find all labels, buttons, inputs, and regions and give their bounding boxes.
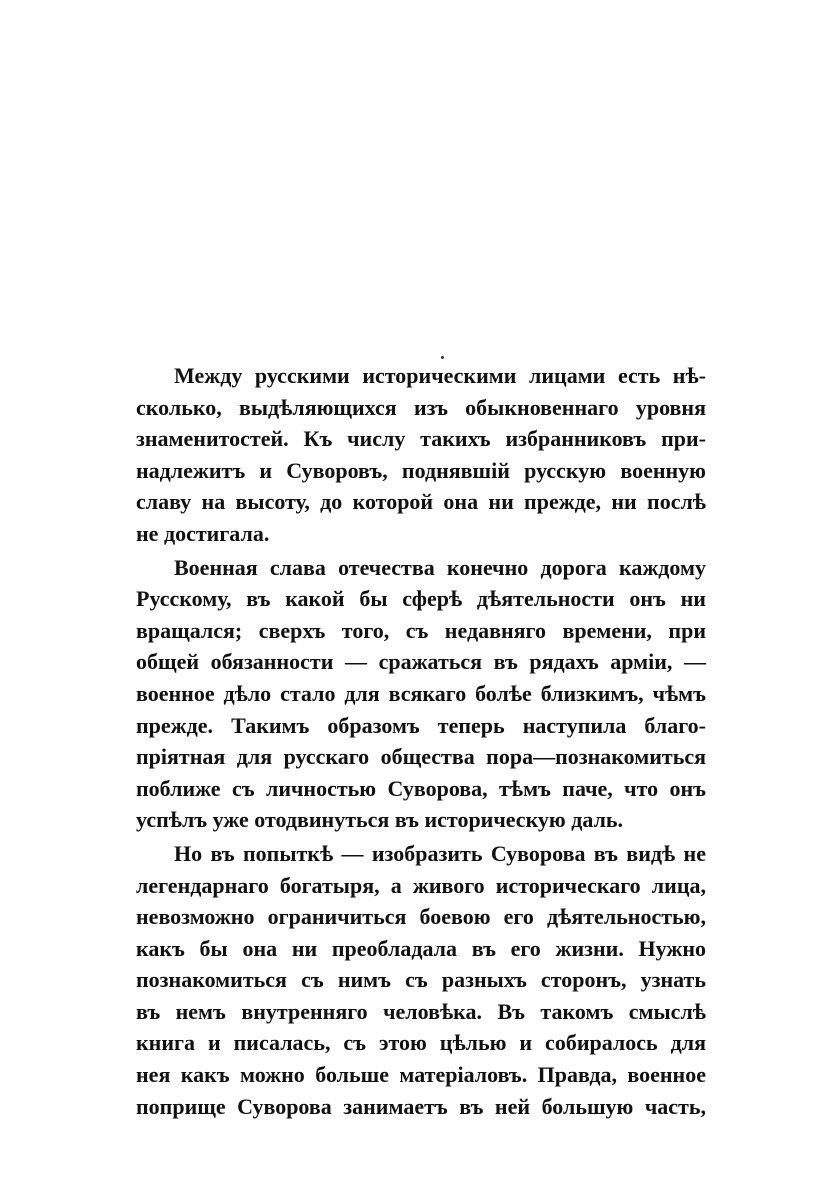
paragraph [136,552,706,836]
text-line: легендарнаго богатыря, а живого историческаго лица, [136,872,706,898]
text-line: познакомиться съ нимъ съ разныхъ сторонъ, узнать [136,967,706,993]
text-line: въ немъ внутренняго человѣка. Въ такомъ смыслѣ [136,998,706,1024]
paragraph [136,360,706,550]
text-line: поприще Суворова занимаетъ въ ней большую часть, [136,1093,706,1119]
text-line: надлежитъ и Суворовъ, поднявшій русскую военную [136,457,706,483]
text-line: общей обязанности — сражаться въ рядахъ арміи, — [136,649,706,675]
text-line: Русскому, въ какой бы сферѣ дѣятельности онъ ни [136,586,706,612]
text-line: пріятная для русскаго общества пора—познакомиться [136,744,706,770]
text-line: знаменитостей. Къ числу такихъ избранниковъ при- [136,426,706,452]
text-line: военное дѣло стало для всякаго болѣе близкимъ, чѣмъ [136,680,706,706]
text-line: поближе съ личностью Суворова, тѣмъ паче, что онъ [136,775,706,801]
text-line: не достигала. [136,520,270,546]
paragraph [136,838,706,1122]
text-line: сколько, выдѣляющихся изъ обыкновеннаго уровня [136,394,706,420]
text-line: невозможно ограничиться боевою его дѣятельностью, [136,904,706,930]
text-line: славу на высоту, до которой она ни прежде, ни послѣ [136,489,706,515]
text-line: прежде. Такимъ образомъ теперь наступила благо- [136,712,706,738]
text-line: Военная слава отечества конечно дорога каждому [174,554,706,580]
text-line: нея какъ можно больше матеріаловъ. Правда, военное [136,1062,706,1088]
text-line: Но въ попыткѣ — изобразить Суворова въ видѣ не [174,840,706,866]
text-line: Между русскими историческими лицами есть нѣ- [174,363,706,388]
print-speck [441,356,444,359]
body-text [136,360,706,1124]
text-line: книга и писалась, съ этою цѣлью и собиралось для [136,1030,706,1056]
text-line: вращался; сверхъ того, съ недавняго времени, при [136,617,706,643]
text-line: какъ бы она ни преобладала въ его жизни. Нужно [136,935,706,961]
text-line: успѣлъ уже отодвинуться въ историческую даль. [136,807,624,833]
